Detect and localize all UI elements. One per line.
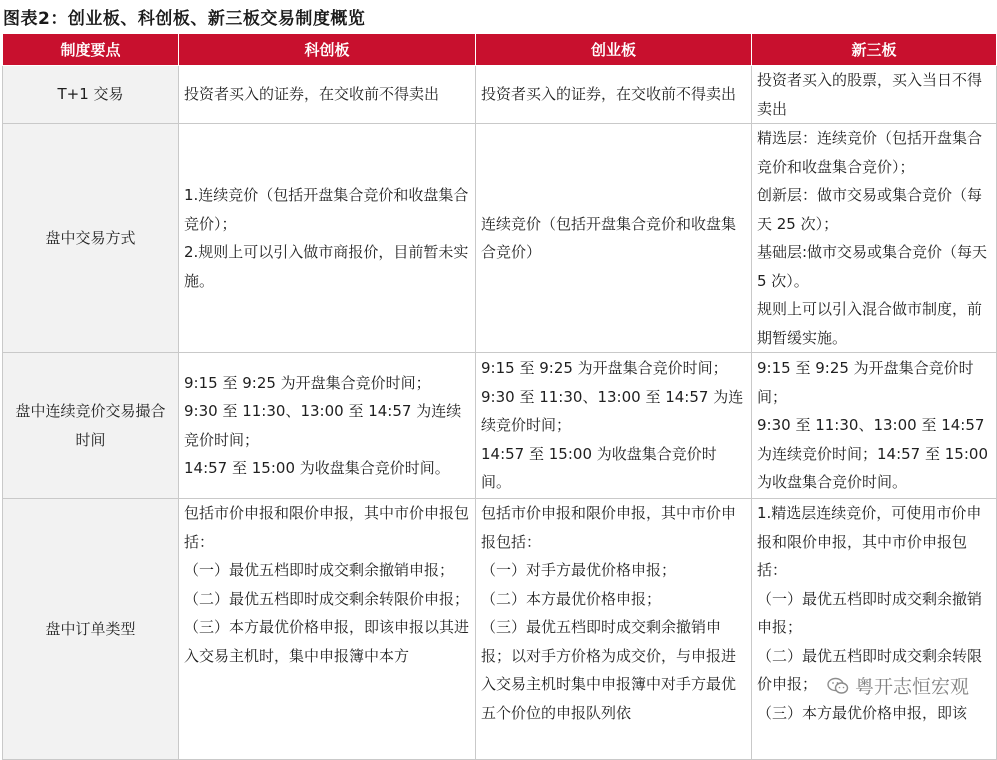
row-key: 盘中交易方式 (3, 124, 179, 353)
cell-star (179, 124, 476, 353)
cell-chinext (476, 66, 752, 124)
table-header-row (3, 34, 997, 66)
row-key: T+1 交易 (3, 66, 179, 124)
cell-chinext (476, 499, 752, 760)
cell-line: （三）最优五档即时成交剩余撤销申报；以对手方价格为成交价，与申报进入交易主机时集中申报簿中对手方最优五个价位的申报队列依 (481, 618, 737, 722)
table-row (3, 124, 997, 353)
cell-line: 9:15 至 9:25 为开盘集合竞价时间； (757, 359, 974, 406)
cell-line: 9:30 至 11:30、13:00 至 14:57 为连续竞价时间；14:57 至 15:00 为收盘集合竞价时间。 (757, 416, 988, 492)
cell-neeq (752, 499, 997, 760)
cell-line: （二）最优五档即时成交剩余转限价申报； (184, 589, 470, 608)
header-star-market: 科创板 (179, 34, 476, 66)
cell-line: 9:30 至 11:30、13:00 至 14:57 为连续竞价时间； (481, 387, 744, 435)
cell-neeq (752, 353, 997, 499)
cell-line: （三）本方最优价格申报，即该 (757, 703, 968, 722)
cell-line: 14:57 至 15:00 为收盘集合竞价时间。 (184, 459, 450, 477)
cell-chinext (476, 353, 752, 499)
cell-star (179, 66, 476, 124)
row-key: 盘中订单类型 (3, 499, 179, 760)
cell-line: （三）本方最优价格申报，即该申报以其进入交易主机时，集中申报簿中本方 (184, 618, 470, 665)
cell-line: 9:15 至 9:25 为开盘集合竞价时间； (481, 359, 728, 378)
cell-chinext (476, 124, 752, 353)
watermark-text: 粤开志恒宏观 (854, 676, 969, 698)
cell-line: 创新层：做市交易或集合竞价（每天 25 次）； (757, 186, 983, 233)
cell-line: 投资者买入的证券，在交收前不得卖出 (481, 85, 737, 104)
table-row (3, 353, 997, 499)
header-chinext: 创业板 (476, 34, 752, 66)
cell-line: （一）最优五档即时成交剩余撤销申报； (757, 589, 983, 636)
header-neeq: 新三板 (752, 34, 997, 66)
cell-line: 连续竞价（包括开盘集合竞价和收盘集合竞价） (481, 214, 737, 261)
cell-star (179, 499, 476, 760)
cell-line: （二）本方最优价格申报； (481, 589, 662, 608)
wechat-icon (827, 677, 849, 695)
table-row (3, 66, 997, 124)
cell-line: （二）最优五档即时成交剩余转限价申报； (757, 646, 983, 693)
cell-line: （一）对手方最优价格申报； (481, 561, 677, 579)
cell-line: 规则上可以引入混合做市制度，前期暂缓实施。 (757, 300, 983, 347)
cell-line: 包括市价申报和限价申报，其中市价申报包括： (481, 504, 737, 551)
cell-neeq (752, 66, 997, 124)
cell-line: 投资者买入的股票，买入当日不得卖出 (757, 71, 983, 118)
cell-line: 14:57 至 15:00 为收盘集合竞价时间。 (481, 444, 717, 492)
trading-rules-table (2, 33, 997, 760)
cell-line: 投资者买入的证券，在交收前不得卖出 (184, 85, 440, 104)
header-key: 制度要点 (3, 34, 179, 66)
cell-line: 9:30 至 11:30、13:00 至 14:57 为连续竞价时间； (184, 402, 462, 449)
figure-title: 图表2：创业板、科创板、新三板交易制度概览 (3, 9, 366, 29)
cell-line: 精选层：连续竞价（包括开盘集合竞价和收盘集合竞价）； (757, 129, 983, 176)
cell-neeq (752, 124, 997, 353)
watermark (827, 672, 969, 699)
cell-star (179, 353, 476, 499)
cell-line: 9:15 至 9:25 为开盘集合竞价时间； (184, 373, 431, 392)
row-key: 盘中连续竞价交易撮合时间 (3, 353, 179, 499)
cell-line: 2.规则上可以引入做市商报价，目前暂未实施。 (184, 243, 469, 290)
cell-line: 1.精选层连续竞价，可使用市价申报和限价申报，其中市价申报包括： (757, 504, 982, 579)
table-row (3, 499, 997, 760)
cell-line: 基础层:做市交易或集合竞价（每天 5 次）。 (757, 243, 988, 290)
cell-line: （一）最优五档即时成交剩余撤销申报； (184, 561, 455, 579)
cell-line: 包括市价申报和限价申报，其中市价申报包括： (184, 504, 470, 551)
cell-line: 1.连续竞价（包括开盘集合竞价和收盘集合竞价）； (184, 186, 469, 233)
